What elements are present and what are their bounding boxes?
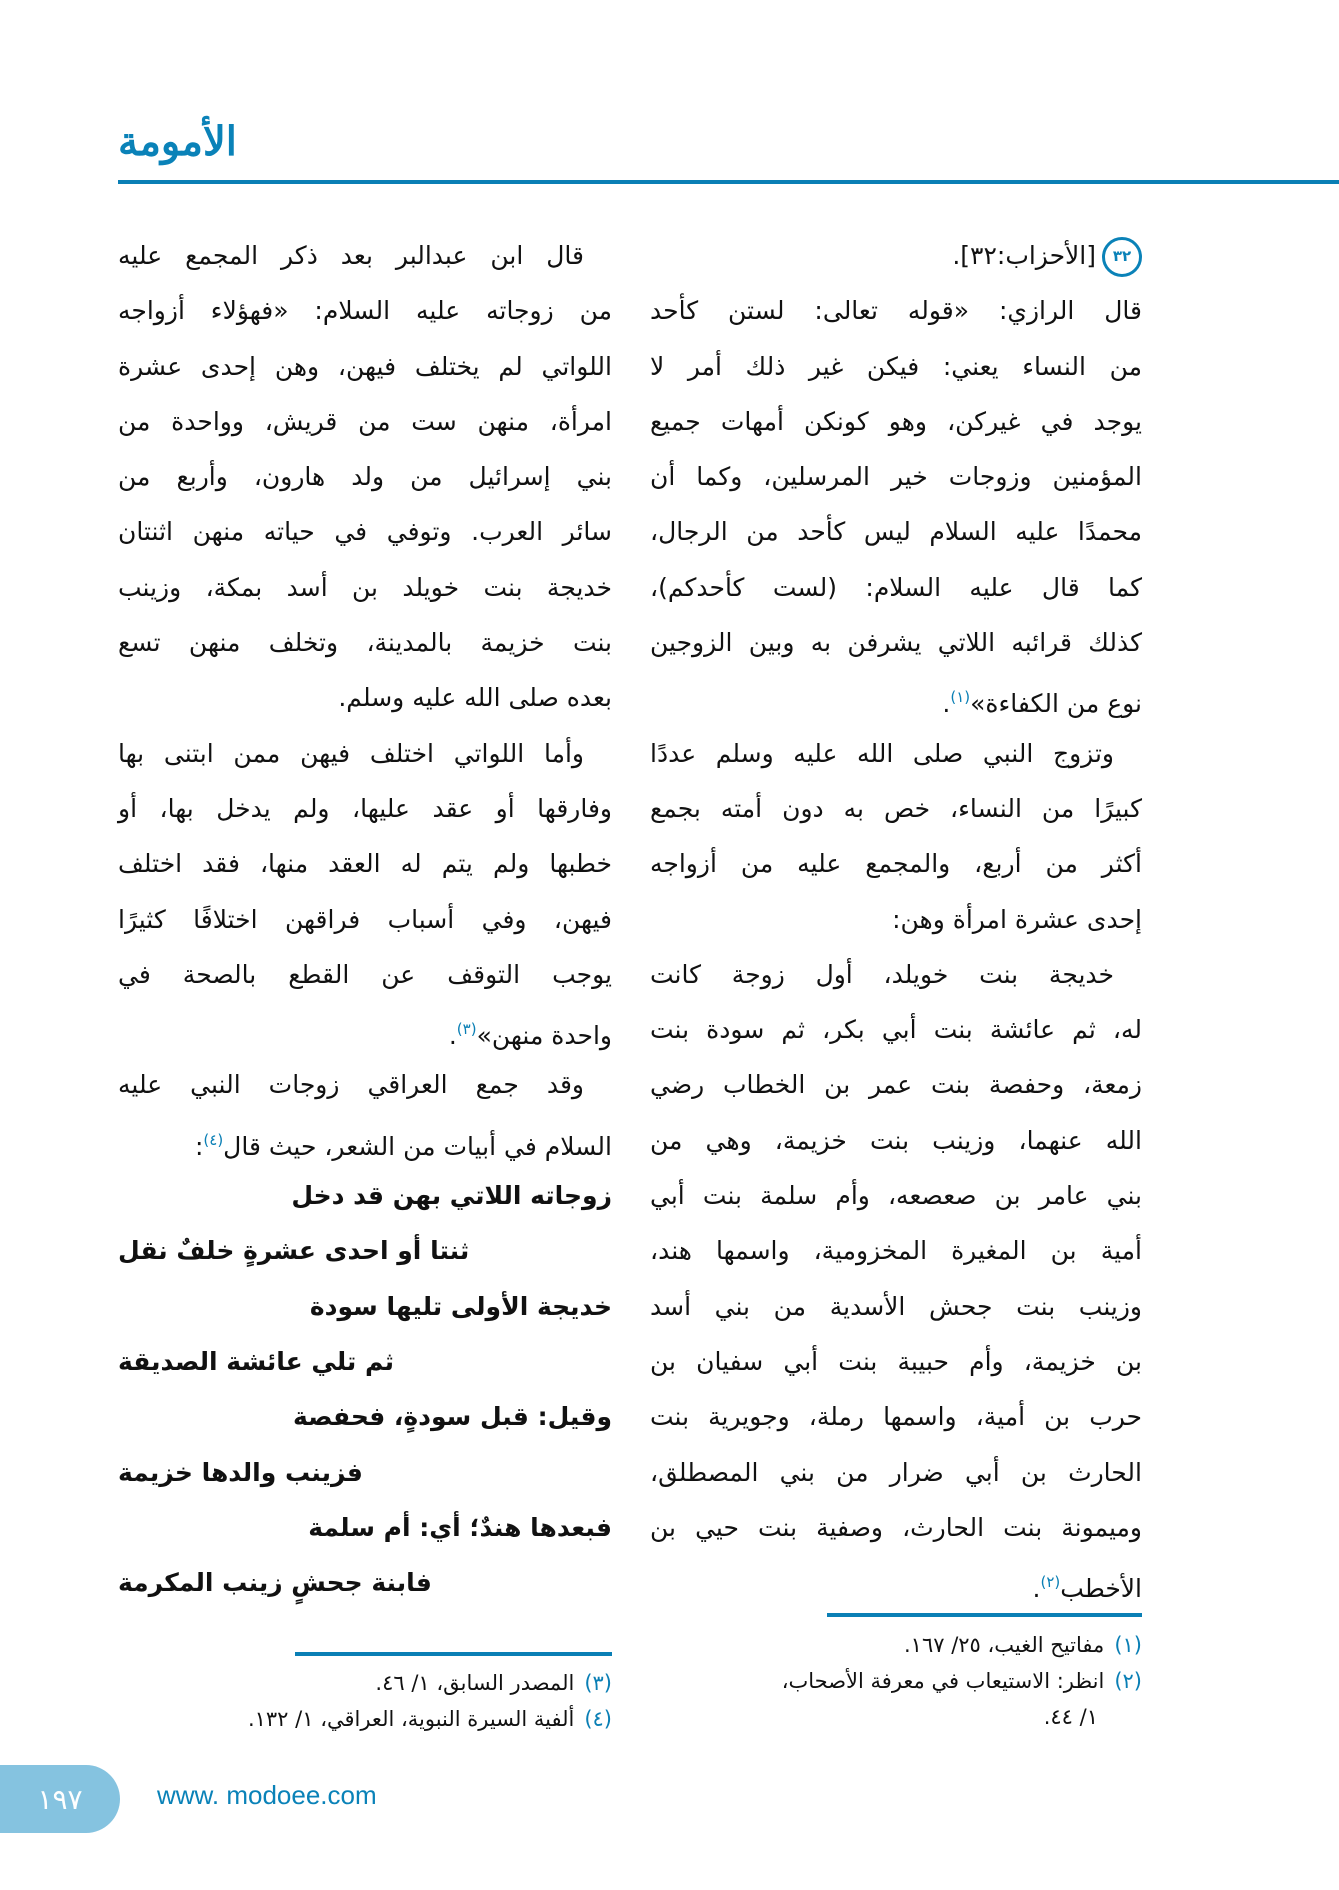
text-line: له، ثم عائشة بنت أبي بكر، ثم سودة بنت: [650, 1015, 1142, 1045]
text-line: وأما اللواتي اختلف فيهن ممن ابتنى بها: [118, 738, 584, 768]
text-line: بعده صلى الله عليه وسلم.: [338, 683, 612, 713]
text-line: السلام في أبيات من الشعر، حيث قال$^{(٤)}$:: [194, 1130, 612, 1161]
text-line: نوع من الكفاءة»$^{(١)}$.: [942, 688, 1142, 719]
text-line: أكثر من أربع، والمجمع عليه من أزواجه: [650, 849, 1142, 879]
website-link[interactable]: www. modoee.com: [157, 1780, 377, 1810]
footnotes-left: [118, 1665, 612, 1737]
right-column: [650, 228, 1142, 1610]
footnote-4: (٤)ألفية السيرة النبوية، العراقي، ١/ ١٣٢.: [247, 1707, 612, 1731]
text-line: بنت خزيمة بالمدينة، وتخلف منهن تسع: [118, 628, 612, 658]
text-line: خديجة بنت خويلد بن أسد بمكة، وزينب: [118, 572, 612, 602]
poem-verse: فبعدها هندٌ؛ أي: أم سلمة: [308, 1512, 612, 1542]
text-line: كما قال عليه السلام: (لست كأحدكم)،: [650, 572, 1142, 602]
text-line: فيهن، وفي أسباب فراقهن اختلافًا كثيرًا: [118, 904, 612, 934]
text-line: وزينب بنت جحش الأسدية من بني أسد: [650, 1291, 1142, 1321]
text-line: زمعة، وحفصة بنت عمر بن الخطاب رضي: [650, 1070, 1142, 1100]
text-line: أمية بن المغيرة المخزومية، واسمها هند،: [650, 1236, 1142, 1266]
text-line: يوجد في غيركن، وهو كونكن أمهات جميع: [650, 406, 1142, 436]
footnote-1: (١)مفاتيح الغيب، ٢٥/ ١٦٧.: [903, 1633, 1142, 1657]
footnote-ref[interactable]: (٣): [456, 1020, 477, 1039]
text-line: وتزوج النبي صلى الله عليه وسلم عددًا: [650, 738, 1114, 768]
text-line: إحدى عشرة امرأة وهن:: [892, 904, 1142, 934]
text-line: محمدًا عليه السلام ليس كأحد من الرجال،: [650, 517, 1142, 547]
footnote-ref[interactable]: (٤): [203, 1130, 224, 1149]
text-line: اللواتي لم يختلف فيهن، وهن إحدى عشرة: [118, 351, 612, 381]
text-line: حرب بن أمية، واسمها رملة، وجويرية بنت: [650, 1402, 1142, 1432]
footnotes-right: [650, 1627, 1142, 1735]
verse-ornament-icon: ٣٢: [1102, 237, 1142, 277]
verse-ref: [الأحزاب:٣٢].: [952, 241, 1096, 270]
running-header-title: الأمومة: [118, 118, 237, 165]
text-line: كبيرًا من النساء، خص به دون أمته بجمع: [650, 793, 1142, 823]
text-line: واحدة منهن»$^{(٣)}$.: [448, 1020, 612, 1051]
poem-verse: ثم تلي عائشة الصديقة: [118, 1346, 395, 1376]
text-line: الله عنهما، وزينب بنت خزيمة، وهي من: [650, 1125, 1142, 1155]
text-line: وميمونة بنت الحارث، وصفية بنت حيي بن: [650, 1512, 1142, 1542]
text-line: قال ابن عبدالبر بعد ذكر المجمع عليه: [118, 241, 584, 270]
footnote-divider-left: [295, 1652, 612, 1656]
poem-verse: فزينب والدها خزيمة: [118, 1457, 363, 1487]
text-line: الأخطب$^{(٢)}$.: [1032, 1573, 1142, 1604]
poem-verse: زوجاته اللاتي بهن قد دخل: [291, 1181, 612, 1211]
footnote-2-cont: ١/ ٤٤.: [1043, 1705, 1098, 1729]
text-line: بني إسرائيل من ولد هارون، وأربع من: [118, 462, 612, 492]
text-line: سائر العرب. وتوفي في حياته منهن اثنتان: [118, 517, 612, 547]
poem-verse: ثنتا أو احدى عشرةٍ خلفٌ نقل: [118, 1236, 470, 1266]
text-line: خديجة بنت خويلد، أول زوجة كانت: [650, 959, 1114, 989]
text-line: بن خزيمة، وأم حبيبة بنت أبي سفيان بن: [650, 1346, 1142, 1376]
verse-reference-line: [650, 228, 1142, 283]
text-line: بني عامر بن صعصعه، وأم سلمة بنت أبي: [650, 1181, 1142, 1211]
footnote-ref[interactable]: (٢): [1040, 1573, 1061, 1592]
footnote-divider-right: [827, 1613, 1142, 1617]
poem-verse: فابنة جحشٍ زينب المكرمة: [118, 1568, 432, 1598]
text-line: يوجب التوقف عن القطع بالصحة في: [118, 959, 612, 989]
footnote-ref[interactable]: (١): [950, 688, 971, 707]
header-divider: [118, 180, 1339, 184]
text-line: وقد جمع العراقي زوجات النبي عليه: [118, 1070, 584, 1100]
text-line: قال الرازي: «قوله تعالى: لستن كأحد: [650, 296, 1142, 326]
text-line: وفارقها أو عقد عليها، ولم يدخل بها، أو: [118, 793, 612, 823]
text-line: كذلك قرائبه اللاتي يشرفن به وبين الزوجين: [650, 628, 1142, 658]
footnote-2: (٢)انظر: الاستيعاب في معرفة الأصحاب،: [781, 1669, 1142, 1693]
text-line: من زوجاته عليه السلام: «فهؤلاء أزواجه: [118, 296, 612, 326]
poem-verse: وقيل: قبل سودةٍ، فحفصة: [293, 1402, 612, 1432]
text-line: من النساء يعني: فيكن غير ذلك أمر لا: [650, 351, 1142, 381]
left-column: [118, 228, 612, 1610]
footnote-3: (٣)المصدر السابق، ١/ ٤٦.: [375, 1671, 612, 1695]
text-line: الحارث بن أبي ضرار من بني المصطلق،: [650, 1457, 1142, 1487]
text-line: خطبها ولم يتم له العقد منها، فقد اختلف: [118, 849, 612, 879]
poem-verse: خديجة الأولى تليها سودة: [309, 1291, 612, 1321]
text-line: امرأة، منهن ست من قريش، وواحدة من: [118, 406, 612, 436]
text-line: المؤمنين وزوجات خير المرسلين، وكما أن: [650, 462, 1142, 492]
page-number-tab: ١٩٧: [0, 1765, 120, 1833]
